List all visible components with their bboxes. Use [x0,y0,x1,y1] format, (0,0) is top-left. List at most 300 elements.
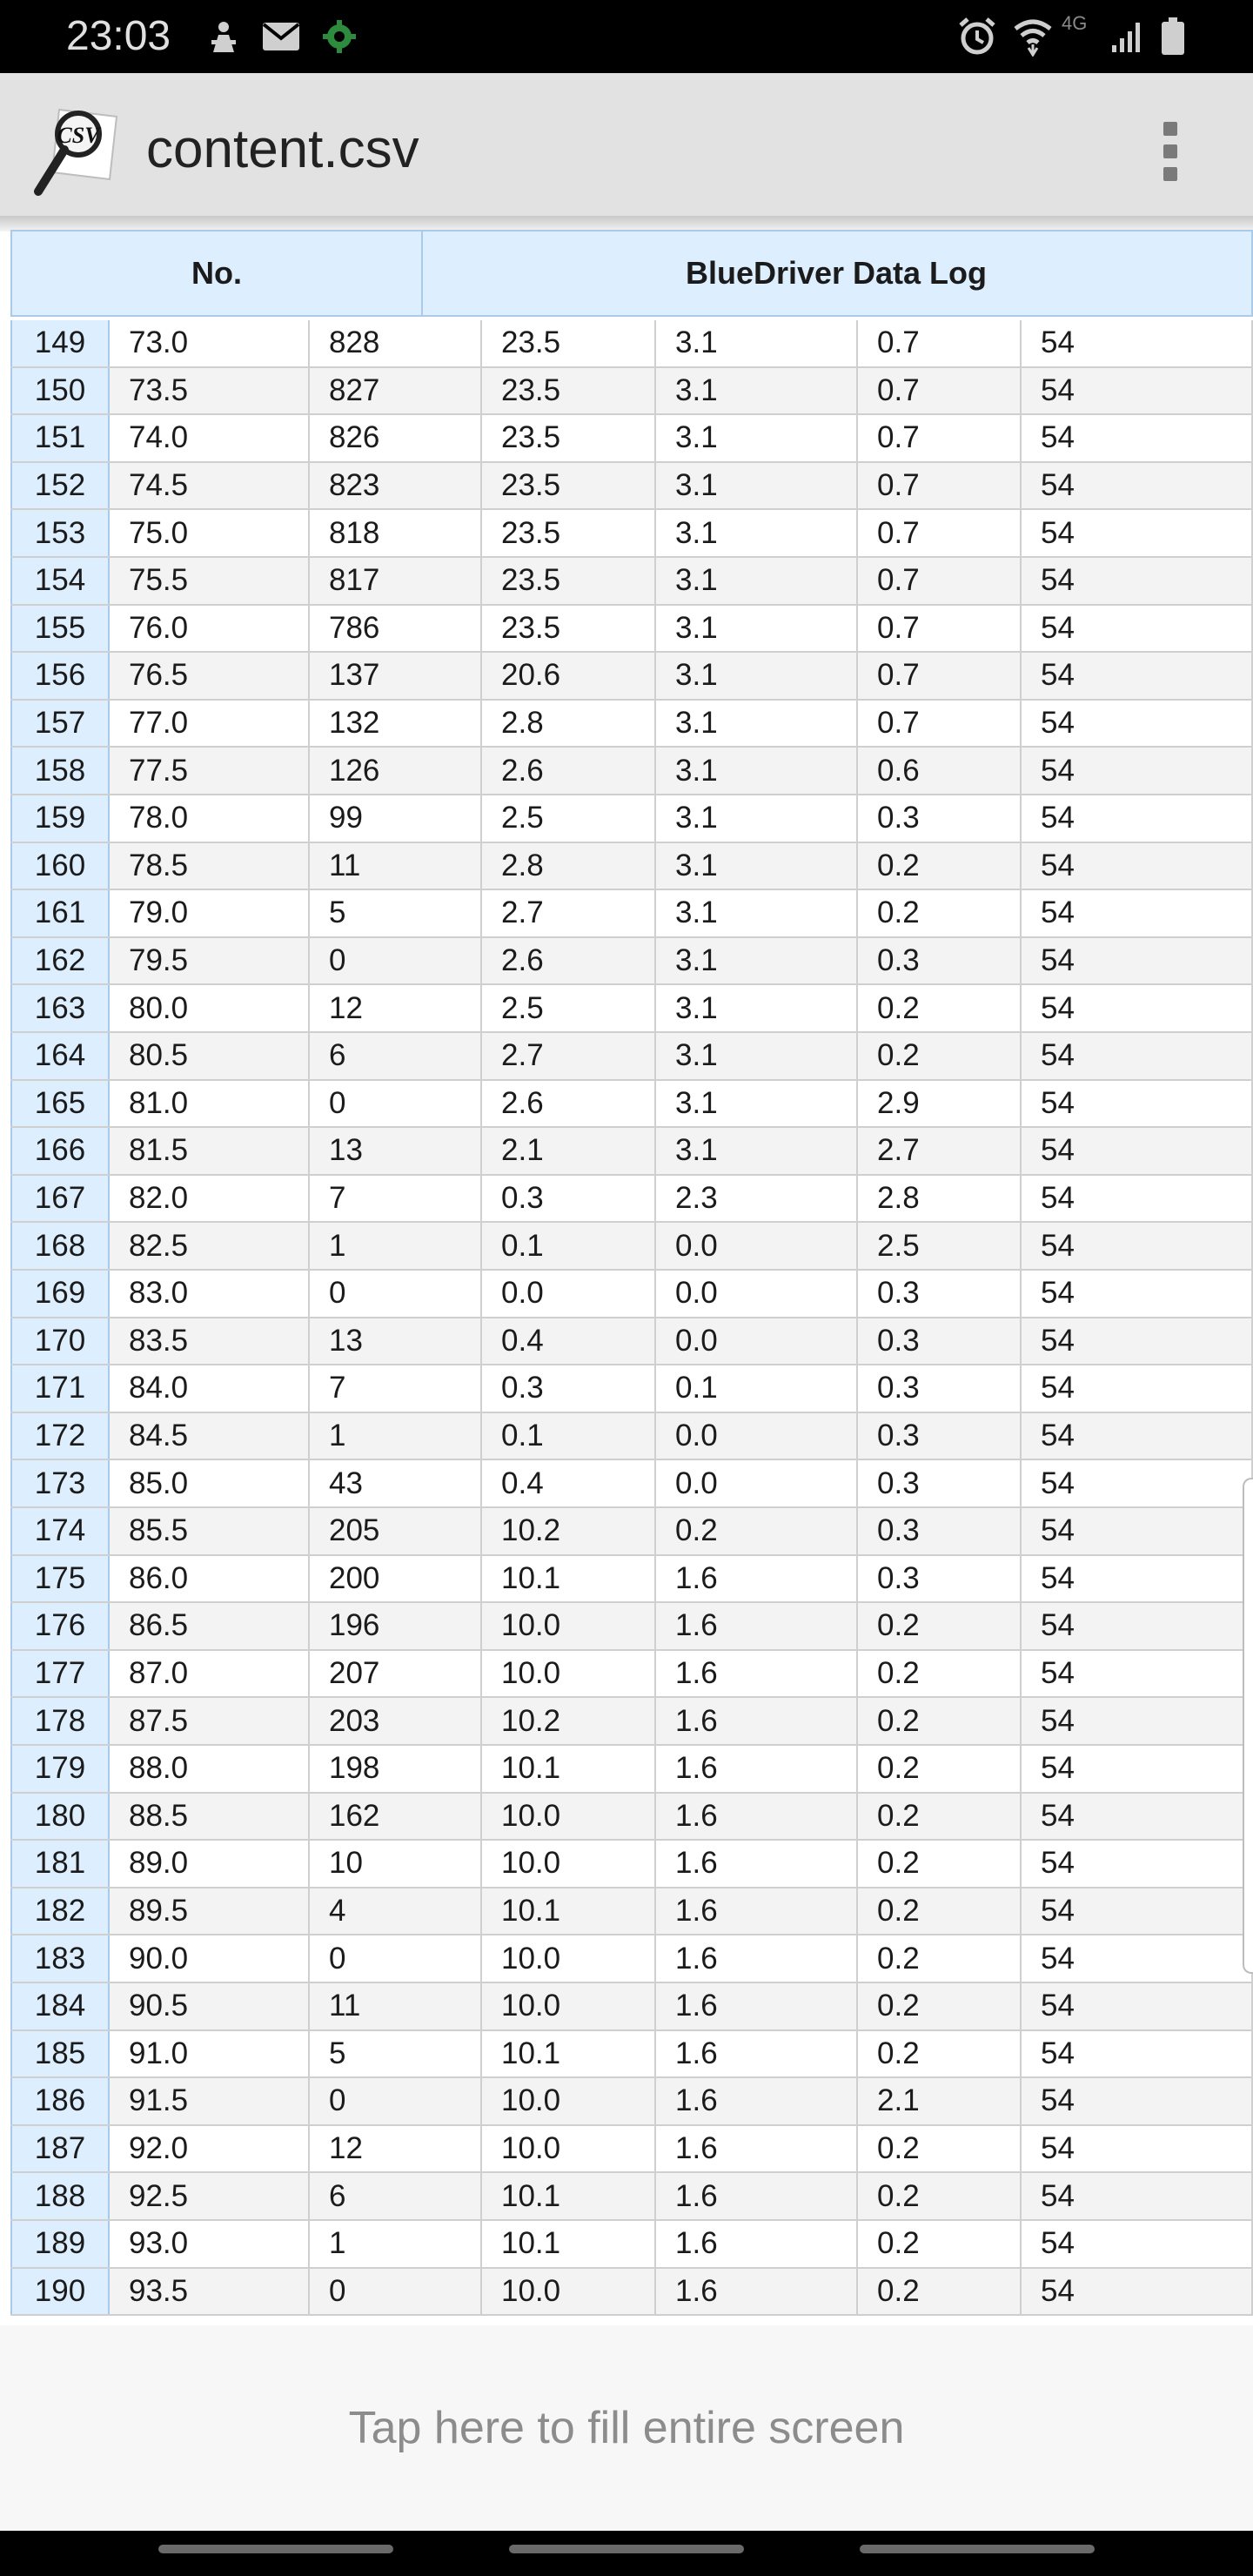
table-cell[interactable]: 0.3 [482,1176,656,1222]
table-cell[interactable]: 10.0 [482,1651,656,1697]
table-cell[interactable]: 0.2 [858,2031,1022,2077]
table-cell[interactable]: 20.6 [482,653,656,699]
table-cell[interactable]: 54 [1022,1556,1253,1602]
scrollbar-thumb[interactable] [1243,1478,1253,1974]
table-cell[interactable]: 92.5 [110,2173,310,2219]
table-cell[interactable]: 76.5 [110,653,310,699]
fill-screen-banner[interactable] [0,2325,1253,2531]
table-cell[interactable]: 91.0 [110,2031,310,2077]
table-cell[interactable]: 84.5 [110,1413,310,1459]
table-cell[interactable]: 54 [1022,1176,1253,1222]
table-row[interactable] [10,2126,1253,2174]
table-cell[interactable]: 78.5 [110,843,310,889]
table-row[interactable] [10,1556,1253,1604]
table-cell[interactable]: 54 [1022,653,1253,699]
table-cell[interactable]: 10.0 [482,1794,656,1840]
table-cell[interactable]: 10.0 [482,2269,656,2315]
table-cell[interactable]: 203 [310,1698,482,1744]
table-cell[interactable]: 0.2 [858,2126,1022,2172]
table-cell[interactable]: 23.5 [482,606,656,652]
table-cell[interactable]: 54 [1022,748,1253,794]
table-cell[interactable]: 1.6 [656,2126,858,2172]
row-number-cell[interactable]: 186 [10,2078,110,2124]
table-cell[interactable]: 2.1 [482,1128,656,1174]
table-cell[interactable]: 0 [310,938,482,984]
table-cell[interactable]: 12 [310,985,482,1031]
table-cell[interactable]: 54 [1022,2126,1253,2172]
table-cell[interactable]: 823 [310,463,482,509]
table-cell[interactable]: 0.7 [858,320,1022,366]
table-cell[interactable]: 2.6 [482,1081,656,1127]
row-number-cell[interactable]: 184 [10,1983,110,2029]
table-cell[interactable]: 54 [1022,1413,1253,1459]
row-number-cell[interactable]: 164 [10,1033,110,1079]
table-cell[interactable]: 10.2 [482,1698,656,1744]
table-cell[interactable]: 10.1 [482,1888,656,1935]
table-cell[interactable]: 1.6 [656,2078,858,2124]
table-cell[interactable]: 2.9 [858,1081,1022,1127]
table-row[interactable] [10,1176,1253,1224]
table-cell[interactable]: 78.0 [110,795,310,842]
row-number-cell[interactable]: 173 [10,1460,110,1506]
table-row[interactable] [10,415,1253,463]
table-cell[interactable]: 2.7 [482,890,656,936]
table-cell[interactable]: 0.7 [858,558,1022,604]
table-cell[interactable]: 10.0 [482,2126,656,2172]
table-cell[interactable]: 54 [1022,606,1253,652]
table-cell[interactable]: 137 [310,653,482,699]
overflow-menu-icon[interactable] [1149,111,1192,190]
table-cell[interactable]: 0.2 [656,1508,858,1554]
table-cell[interactable]: 6 [310,1033,482,1079]
table-cell[interactable]: 54 [1022,1033,1253,1079]
table-row[interactable] [10,1318,1253,1366]
table-cell[interactable]: 3.1 [656,558,858,604]
table-row[interactable] [10,890,1253,938]
table-cell[interactable]: 54 [1022,320,1253,366]
table-cell[interactable]: 54 [1022,1318,1253,1365]
table-cell[interactable]: 92.0 [110,2126,310,2172]
table-cell[interactable]: 54 [1022,1841,1253,1887]
row-number-cell[interactable]: 162 [10,938,110,984]
table-cell[interactable]: 54 [1022,2078,1253,2124]
table-cell[interactable]: 10.2 [482,1508,656,1554]
table-cell[interactable]: 83.0 [110,1271,310,1317]
row-number-cell[interactable]: 165 [10,1081,110,1127]
table-cell[interactable]: 0.0 [656,1318,858,1365]
table-row[interactable] [10,2173,1253,2221]
table-cell[interactable]: 1.6 [656,1888,858,1935]
table-row[interactable] [10,510,1253,558]
table-cell[interactable]: 0.7 [858,701,1022,747]
row-number-cell[interactable]: 180 [10,1794,110,1840]
table-cell[interactable]: 86.0 [110,1556,310,1602]
table-row[interactable] [10,606,1253,654]
table-row[interactable] [10,1460,1253,1508]
table-cell[interactable]: 54 [1022,368,1253,414]
table-row[interactable] [10,653,1253,701]
row-number-cell[interactable]: 188 [10,2173,110,2219]
table-cell[interactable]: 87.5 [110,1698,310,1744]
table-cell[interactable]: 0.2 [858,2269,1022,2315]
table-cell[interactable]: 0.3 [858,1413,1022,1459]
table-row[interactable] [10,2269,1253,2317]
table-cell[interactable]: 1.6 [656,1746,858,1792]
table-cell[interactable]: 126 [310,748,482,794]
row-number-cell[interactable]: 163 [10,985,110,1031]
table-cell[interactable]: 0.2 [858,1794,1022,1840]
table-cell[interactable]: 54 [1022,1508,1253,1554]
table-cell[interactable]: 76.0 [110,606,310,652]
table-cell[interactable]: 2.8 [482,843,656,889]
table-cell[interactable]: 3.1 [656,368,858,414]
table-cell[interactable]: 75.0 [110,510,310,556]
table-cell[interactable]: 0.0 [482,1271,656,1317]
table-cell[interactable]: 0.2 [858,1983,1022,2029]
table-cell[interactable]: 1 [310,1223,482,1269]
table-cell[interactable]: 89.0 [110,1841,310,1887]
table-cell[interactable]: 54 [1022,985,1253,1031]
table-cell[interactable]: 43 [310,1460,482,1506]
table-cell[interactable]: 54 [1022,1128,1253,1174]
table-cell[interactable]: 80.0 [110,985,310,1031]
table-cell[interactable]: 54 [1022,1888,1253,1935]
table-row[interactable] [10,1365,1253,1413]
table-cell[interactable]: 91.5 [110,2078,310,2124]
table-cell[interactable]: 54 [1022,843,1253,889]
row-number-cell[interactable]: 179 [10,1746,110,1792]
table-cell[interactable]: 6 [310,2173,482,2219]
table-cell[interactable]: 83.5 [110,1318,310,1365]
table-cell[interactable]: 0.1 [656,1365,858,1412]
table-cell[interactable]: 0.2 [858,1888,1022,1935]
table-cell[interactable]: 0.3 [858,1508,1022,1554]
table-cell[interactable]: 54 [1022,1698,1253,1744]
row-number-cell[interactable]: 157 [10,701,110,747]
table-cell[interactable]: 3.1 [656,985,858,1031]
table-cell[interactable]: 0.3 [858,1271,1022,1317]
table-cell[interactable]: 79.0 [110,890,310,936]
table-cell[interactable]: 0.7 [858,606,1022,652]
table-cell[interactable]: 88.0 [110,1746,310,1792]
table-cell[interactable]: 786 [310,606,482,652]
table-cell[interactable]: 0.2 [858,2173,1022,2219]
table-row[interactable] [10,1603,1253,1651]
table-cell[interactable]: 1.6 [656,1794,858,1840]
header-data-log[interactable]: BlueDriver Data Log [685,255,988,291]
table-cell[interactable]: 54 [1022,1271,1253,1317]
table-cell[interactable]: 54 [1022,1651,1253,1697]
row-number-cell[interactable]: 185 [10,2031,110,2077]
table-cell[interactable]: 3.1 [656,320,858,366]
table-cell[interactable]: 0.3 [858,1365,1022,1412]
table-cell[interactable]: 196 [310,1603,482,1649]
table-cell[interactable]: 1.6 [656,1556,858,1602]
table-cell[interactable]: 23.5 [482,320,656,366]
table-cell[interactable]: 0.2 [858,1746,1022,1792]
table-row[interactable] [10,368,1253,416]
row-number-cell[interactable]: 159 [10,795,110,842]
table-cell[interactable]: 1.6 [656,1935,858,1982]
table-row[interactable] [10,843,1253,891]
table-cell[interactable]: 0.2 [858,1033,1022,1079]
table-cell[interactable]: 2.8 [858,1176,1022,1222]
table-cell[interactable]: 79.5 [110,938,310,984]
table-cell[interactable]: 1.6 [656,1651,858,1697]
table-cell[interactable]: 0.7 [858,653,1022,699]
table-cell[interactable]: 0.3 [858,938,1022,984]
table-cell[interactable]: 0.2 [858,1935,1022,1982]
table-row[interactable] [10,701,1253,748]
table-cell[interactable]: 0.4 [482,1318,656,1365]
table-cell[interactable]: 7 [310,1365,482,1412]
table-cell[interactable]: 0.2 [858,890,1022,936]
row-number-cell[interactable]: 169 [10,1271,110,1317]
table-cell[interactable]: 0.7 [858,463,1022,509]
table-cell[interactable]: 1 [310,2221,482,2267]
row-number-cell[interactable]: 177 [10,1651,110,1697]
table-cell[interactable]: 3.1 [656,510,858,556]
table-cell[interactable]: 0.1 [482,1223,656,1269]
table-cell[interactable]: 86.5 [110,1603,310,1649]
row-number-cell[interactable]: 170 [10,1318,110,1365]
table-cell[interactable]: 3.1 [656,1081,858,1127]
table-cell[interactable]: 2.6 [482,938,656,984]
table-row[interactable] [10,1651,1253,1699]
table-row[interactable] [10,1983,1253,2031]
table-cell[interactable]: 54 [1022,510,1253,556]
row-number-cell[interactable]: 154 [10,558,110,604]
table-cell[interactable]: 93.5 [110,2269,310,2315]
nav-recent-handle[interactable] [158,2545,393,2553]
table-cell[interactable]: 54 [1022,558,1253,604]
row-number-cell[interactable]: 181 [10,1841,110,1887]
table-cell[interactable]: 54 [1022,415,1253,461]
table-cell[interactable]: 54 [1022,1081,1253,1127]
table-cell[interactable]: 1.6 [656,1603,858,1649]
table-cell[interactable]: 1.6 [656,1983,858,2029]
table-cell[interactable]: 826 [310,415,482,461]
table-cell[interactable]: 54 [1022,2269,1253,2315]
table-cell[interactable]: 0 [310,1081,482,1127]
table-cell[interactable]: 23.5 [482,415,656,461]
table-cell[interactable]: 89.5 [110,1888,310,1935]
table-cell[interactable]: 54 [1022,2031,1253,2077]
table-cell[interactable]: 0.3 [482,1365,656,1412]
table-cell[interactable]: 84.0 [110,1365,310,1412]
table-cell[interactable]: 2.1 [858,2078,1022,2124]
table-row[interactable] [10,1223,1253,1271]
table-row[interactable] [10,2078,1253,2126]
table-cell[interactable]: 88.5 [110,1794,310,1840]
table-cell[interactable]: 0.7 [858,415,1022,461]
row-number-cell[interactable]: 176 [10,1603,110,1649]
table-row[interactable] [10,320,1253,368]
table-cell[interactable]: 827 [310,368,482,414]
table-cell[interactable]: 11 [310,1983,482,2029]
row-number-cell[interactable]: 175 [10,1556,110,1602]
table-row[interactable] [10,1033,1253,1081]
table-cell[interactable]: 12 [310,2126,482,2172]
table-cell[interactable]: 10.0 [482,2078,656,2124]
table-cell[interactable]: 0.2 [858,1651,1022,1697]
table-cell[interactable]: 73.5 [110,368,310,414]
table-cell[interactable]: 4 [310,1888,482,1935]
table-cell[interactable]: 3.1 [656,1033,858,1079]
table-cell[interactable]: 0.3 [858,1556,1022,1602]
table-cell[interactable]: 0.2 [858,843,1022,889]
table-cell[interactable]: 13 [310,1318,482,1365]
table-cell[interactable]: 10.0 [482,1603,656,1649]
table-cell[interactable]: 77.0 [110,701,310,747]
table-row[interactable] [10,1746,1253,1794]
row-number-cell[interactable]: 182 [10,1888,110,1935]
table-cell[interactable]: 3.1 [656,606,858,652]
table-row[interactable] [10,985,1253,1033]
table-cell[interactable]: 74.0 [110,415,310,461]
table-cell[interactable]: 2.7 [858,1128,1022,1174]
table-cell[interactable]: 828 [310,320,482,366]
table-cell[interactable]: 1.6 [656,2269,858,2315]
row-number-cell[interactable]: 172 [10,1413,110,1459]
table-cell[interactable]: 10.1 [482,2031,656,2077]
table-cell[interactable]: 1.6 [656,1698,858,1744]
row-number-cell[interactable]: 189 [10,2221,110,2267]
table-cell[interactable]: 0.0 [656,1460,858,1506]
table-cell[interactable]: 54 [1022,463,1253,509]
table-cell[interactable]: 0.7 [858,510,1022,556]
table-cell[interactable]: 54 [1022,1460,1253,1506]
table-cell[interactable]: 2.3 [656,1176,858,1222]
table-cell[interactable]: 54 [1022,701,1253,747]
table-cell[interactable]: 54 [1022,1983,1253,2029]
table-cell[interactable]: 205 [310,1508,482,1554]
table-cell[interactable]: 81.5 [110,1128,310,1174]
table-cell[interactable]: 90.0 [110,1935,310,1982]
table-cell[interactable]: 2.6 [482,748,656,794]
table-cell[interactable]: 3.1 [656,653,858,699]
table-cell[interactable]: 1.6 [656,2221,858,2267]
row-number-cell[interactable]: 158 [10,748,110,794]
table-row[interactable] [10,2221,1253,2269]
table-cell[interactable]: 2.5 [482,795,656,842]
table-cell[interactable]: 13 [310,1128,482,1174]
table-cell[interactable]: 3.1 [656,795,858,842]
table-row[interactable] [10,938,1253,986]
table-cell[interactable]: 54 [1022,1223,1253,1269]
table-cell[interactable]: 73.0 [110,320,310,366]
table-cell[interactable]: 198 [310,1746,482,1792]
table-cell[interactable]: 87.0 [110,1651,310,1697]
table-cell[interactable]: 5 [310,890,482,936]
header-no[interactable]: No. [12,231,423,315]
table-cell[interactable]: 817 [310,558,482,604]
row-number-cell[interactable]: 167 [10,1176,110,1222]
table-cell[interactable]: 54 [1022,1794,1253,1840]
table-row[interactable] [10,1128,1253,1176]
table-cell[interactable]: 10 [310,1841,482,1887]
table-cell[interactable]: 207 [310,1651,482,1697]
table-cell[interactable]: 90.5 [110,1983,310,2029]
table-cell[interactable]: 0.6 [858,748,1022,794]
table-cell[interactable]: 3.1 [656,938,858,984]
table-row[interactable] [10,795,1253,843]
table-cell[interactable]: 0.0 [656,1413,858,1459]
table-row[interactable] [10,1508,1253,1556]
table-cell[interactable]: 82.0 [110,1176,310,1222]
nav-back-handle[interactable] [860,2545,1095,2553]
table-cell[interactable]: 5 [310,2031,482,2077]
table-row[interactable] [10,1794,1253,1841]
table-cell[interactable]: 54 [1022,1603,1253,1649]
table-row[interactable] [10,1841,1253,1888]
table-cell[interactable]: 11 [310,843,482,889]
table-cell[interactable]: 10.1 [482,2173,656,2219]
table-cell[interactable]: 3.1 [656,701,858,747]
table-cell[interactable]: 0 [310,1271,482,1317]
row-number-cell[interactable]: 190 [10,2269,110,2315]
row-number-cell[interactable]: 168 [10,1223,110,1269]
table-cell[interactable]: 0.0 [656,1271,858,1317]
table-cell[interactable]: 3.1 [656,748,858,794]
table-cell[interactable]: 1.6 [656,1841,858,1887]
table-cell[interactable]: 2.8 [482,701,656,747]
table-cell[interactable]: 80.5 [110,1033,310,1079]
table-cell[interactable]: 10.0 [482,1983,656,2029]
table-cell[interactable]: 93.0 [110,2221,310,2267]
table-cell[interactable]: 0.2 [858,985,1022,1031]
table-cell[interactable]: 0.2 [858,1698,1022,1744]
table-cell[interactable]: 0 [310,2269,482,2315]
table-cell[interactable]: 10.0 [482,1841,656,1887]
row-number-cell[interactable]: 160 [10,843,110,889]
table-cell[interactable]: 2.5 [482,985,656,1031]
table-row[interactable] [10,1081,1253,1129]
table-row[interactable] [10,1413,1253,1461]
table-cell[interactable]: 3.1 [656,843,858,889]
row-number-cell[interactable]: 156 [10,653,110,699]
table-cell[interactable]: 0.3 [858,1460,1022,1506]
table-cell[interactable]: 3.1 [656,415,858,461]
table-row[interactable] [10,2031,1253,2079]
table-cell[interactable]: 85.5 [110,1508,310,1554]
row-number-cell[interactable]: 161 [10,890,110,936]
table-row[interactable] [10,558,1253,606]
table-cell[interactable]: 54 [1022,1935,1253,1982]
table-cell[interactable]: 3.1 [656,890,858,936]
table-cell[interactable]: 54 [1022,2221,1253,2267]
table-cell[interactable]: 0 [310,2078,482,2124]
table-cell[interactable]: 3.1 [656,1128,858,1174]
table-cell[interactable]: 54 [1022,890,1253,936]
table-cell[interactable]: 818 [310,510,482,556]
table-cell[interactable]: 7 [310,1176,482,1222]
table-cell[interactable]: 0.2 [858,2221,1022,2267]
table-cell[interactable]: 2.7 [482,1033,656,1079]
table-cell[interactable]: 2.5 [858,1223,1022,1269]
table-row[interactable] [10,748,1253,795]
table-cell[interactable]: 54 [1022,1365,1253,1412]
table-row[interactable] [10,1271,1253,1318]
row-number-cell[interactable]: 171 [10,1365,110,1412]
table-cell[interactable]: 132 [310,701,482,747]
table-cell[interactable]: 0.3 [858,1318,1022,1365]
table-cell[interactable]: 0.7 [858,368,1022,414]
nav-home-handle[interactable] [509,2545,744,2553]
table-cell[interactable]: 75.5 [110,558,310,604]
table-cell[interactable]: 3.1 [656,463,858,509]
row-number-cell[interactable]: 178 [10,1698,110,1744]
